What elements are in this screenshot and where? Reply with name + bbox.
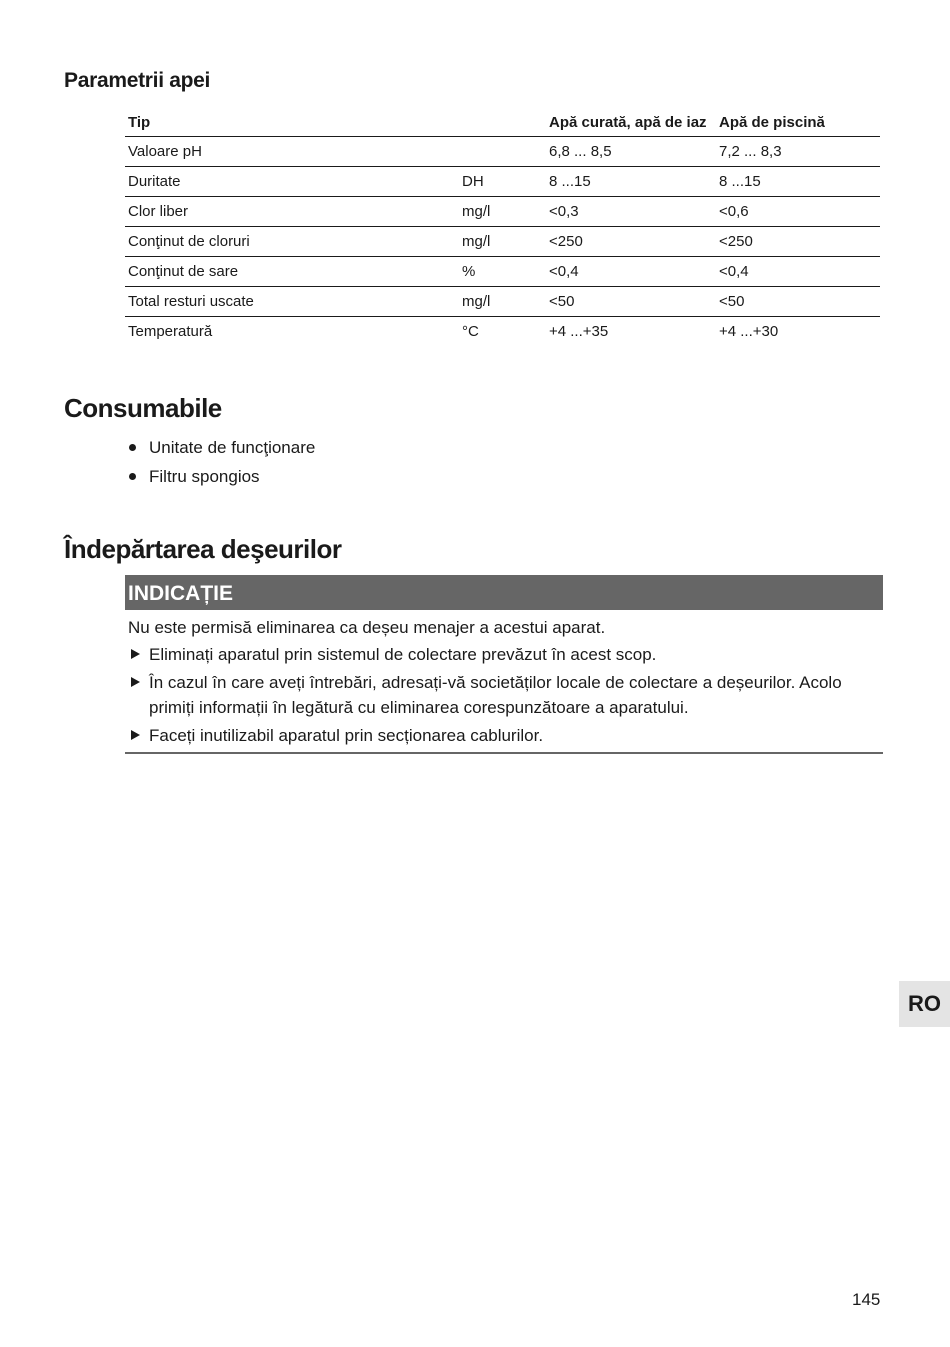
table-row [125, 317, 880, 347]
table-row [125, 197, 880, 227]
instruction-step-text: Faceți inutilizabil aparatul prin secționarea cablurilor. [149, 726, 544, 745]
table-cell: +4 ...+30 [719, 323, 779, 340]
list-item-label: Filtru spongios [149, 466, 260, 486]
table-row [125, 167, 880, 197]
table-row [125, 287, 880, 317]
table-cell: mg/l [459, 227, 546, 257]
table-cell: <50 [716, 287, 880, 317]
section-heading-water-params: Parametrii apei [64, 69, 211, 92]
table-cell: 8 ...15 [546, 167, 716, 197]
table-row [125, 137, 880, 167]
bullet-icon [129, 473, 136, 480]
language-tab: RO [899, 981, 950, 1027]
arrow-right-icon [131, 649, 140, 659]
section-heading-consumables: Consumabile [64, 393, 222, 423]
table-row [125, 257, 880, 287]
table-cell: DH [459, 167, 546, 197]
table-cell: <50 [546, 287, 716, 317]
table-cell: mg/l [459, 197, 546, 227]
column-header-pool-water: Apă de piscină [716, 109, 880, 137]
table-cell: mg/l [459, 287, 546, 317]
table-cell: Conţinut de sare [125, 257, 459, 287]
instruction-step-text: Eliminați aparatul prin sistemul de colectare prevăzut în acest scop. [149, 645, 657, 664]
list-item [128, 433, 315, 462]
table-cell: 8 ...15 [716, 167, 880, 197]
table-cell: <250 [546, 227, 716, 257]
note-text: Nu este permisă eliminarea ca deșeu menajer a acestui aparat. [128, 618, 606, 637]
table-cell: <0,4 [546, 257, 716, 287]
arrow-right-icon [131, 730, 140, 740]
table-row [125, 227, 880, 257]
table-cell: Valoare pH [125, 137, 459, 167]
list-item [128, 462, 315, 491]
instruction-step [128, 642, 878, 667]
table-cell: °C [462, 323, 479, 340]
note-label-bar: INDICAȚIE [125, 575, 883, 610]
table-cell: Total resturi uscate [125, 287, 459, 317]
consumables-list [128, 433, 315, 491]
table-cell: <0,6 [716, 197, 880, 227]
table-cell: 7,2 ... 8,3 [716, 137, 880, 167]
table-cell: % [459, 257, 546, 287]
column-header-type: Tip [125, 109, 459, 137]
column-header-clean-pond-water: Apă curată, apă de iaz [546, 109, 716, 137]
section-heading-disposal: Îndepărtarea deşeurilor [64, 534, 342, 564]
water-params-table [125, 109, 880, 346]
note-divider [125, 752, 883, 754]
table-cell: Duritate [125, 167, 459, 197]
table-cell: 6,8 ... 8,5 [546, 137, 716, 167]
table-header-row [125, 109, 880, 137]
instruction-step-text: În cazul în care aveți întrebări, adresați-vă societăților locale de colectare a deșeurilor. Acolo primiți informații în legătură cu eliminarea corespunzătoare a aparatului. [149, 673, 842, 717]
list-item-label: Unitate de funcţionare [149, 437, 316, 457]
table-cell: <0,4 [716, 257, 880, 287]
bullet-icon [129, 444, 136, 451]
table-cell: Temperatură [128, 323, 213, 340]
instruction-step [128, 723, 878, 748]
arrow-right-icon [131, 677, 140, 687]
table-cell: <0,3 [546, 197, 716, 227]
instruction-step [128, 670, 878, 720]
table-cell: +4 ...+35 [549, 323, 609, 340]
table-cell [459, 137, 546, 167]
note-body [128, 615, 878, 751]
table-cell: Conţinut de cloruri [125, 227, 459, 257]
table-cell: Clor liber [125, 197, 459, 227]
page-number: 145 [852, 1290, 881, 1309]
table-cell: <250 [716, 227, 880, 257]
column-header-unit [459, 109, 546, 137]
